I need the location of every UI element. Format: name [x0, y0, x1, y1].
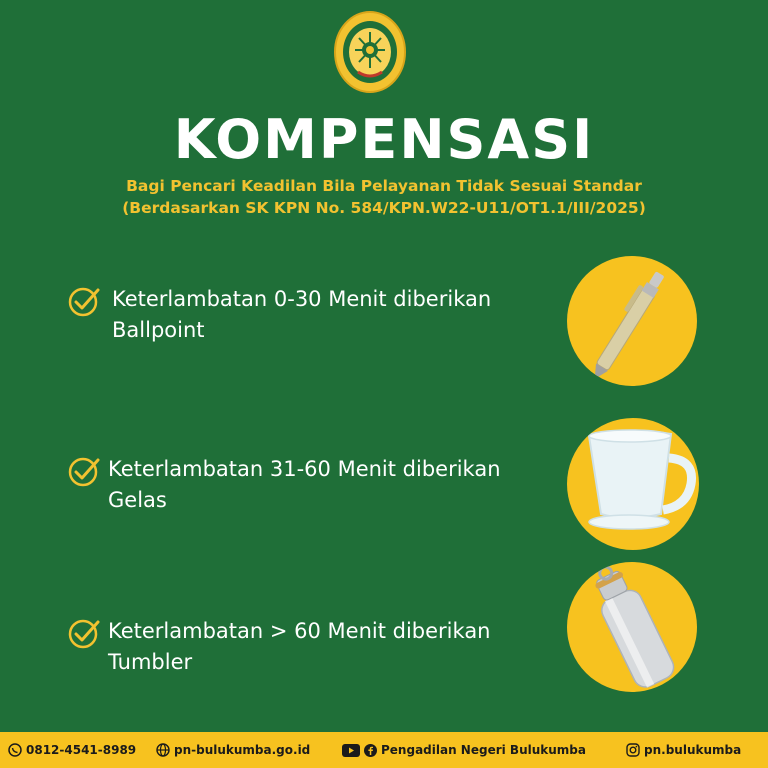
list-item-reward: Tumbler [108, 650, 193, 674]
youtube-icon [342, 744, 360, 757]
list-item-line: Keterlambatan > 60 Menit diberikan [108, 619, 491, 643]
instagram-icon [626, 743, 640, 757]
list-item-reward: Ballpoint [112, 318, 205, 342]
facebook-icon [364, 744, 377, 757]
footer-website[interactable] [156, 732, 310, 768]
footer-instagram[interactable] [626, 732, 741, 768]
glass-mug-icon [567, 418, 699, 550]
list-item-text [108, 616, 578, 678]
list-item-reward: Gelas [108, 488, 167, 512]
tumbler-image [567, 562, 697, 692]
check-circle-icon [68, 284, 102, 318]
list-item-text [112, 284, 582, 346]
tumbler-bottle-icon [567, 562, 697, 692]
whatsapp-icon [8, 743, 22, 757]
globe-icon [156, 743, 170, 757]
check-circle-icon [68, 454, 102, 488]
list-item-ballpoint [68, 284, 568, 354]
court-emblem-icon [333, 10, 407, 94]
footer-social[interactable] [342, 732, 586, 768]
footer-social-text: Pengadilan Negeri Bulukumba [381, 743, 586, 757]
page-title: KOMPENSASI [173, 108, 595, 171]
ballpoint-image [567, 256, 697, 386]
list-item-gelas [68, 454, 568, 524]
glass-image [567, 418, 699, 550]
footer-instagram-text: pn.bulukumba [644, 743, 742, 757]
check-circle-icon [68, 616, 102, 650]
list-item-tumbler [68, 616, 568, 686]
ballpoint-pen-icon [567, 256, 697, 386]
footer-phone [8, 732, 136, 768]
list-item-line: Keterlambatan 31-60 Menit diberikan [108, 457, 501, 481]
subtitle-reference: (Berdasarkan SK KPN No. 584/KPN.W22-U11/OT1.1/III/2025) [122, 199, 646, 217]
footer-website-text: pn-bulukumba.go.id [174, 743, 311, 757]
footer-bar [0, 732, 768, 768]
footer-phone-text: 0812-4541-8989 [26, 743, 137, 757]
subtitle: Bagi Pencari Keadilan Bila Pelayanan Tidak Sesuai Standar [126, 177, 642, 195]
list-item-line: Keterlambatan 0-30 Menit diberikan [112, 287, 492, 311]
list-item-text [108, 454, 578, 516]
